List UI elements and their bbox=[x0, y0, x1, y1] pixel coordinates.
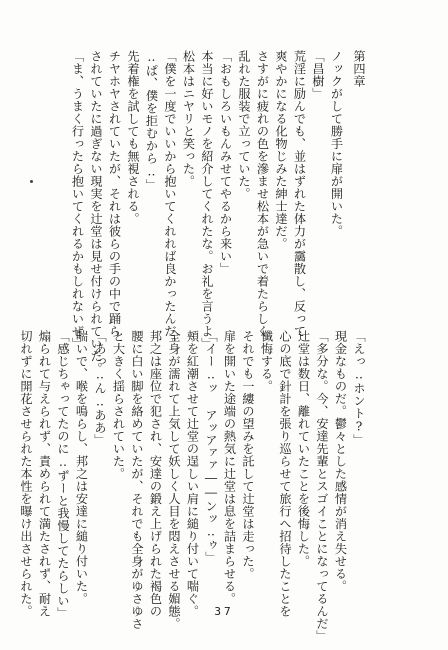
text-line: 切れずに開花させられた本性を曝け出させられた。 bbox=[19, 330, 33, 618]
text-line: 喘いで、喉を鳴らし、邦之は安達に縋り付いた。 bbox=[74, 330, 89, 605]
text-line: 邦之は座位で犯され、安達の鍛え上げられた褐色の bbox=[148, 330, 163, 618]
text-line: 乱れた服装で立っていた。 bbox=[237, 50, 251, 200]
text-line: 「多分な。今、安達先輩とスゴイことになってるんだ」 bbox=[315, 330, 329, 643]
text-line: 「イー‥ッ アッアァァ――ンッ‥ゥ」 bbox=[204, 330, 218, 564]
text-line: 心の底で針計を張り巡らせて旅行へ招待したことを bbox=[278, 330, 292, 618]
text-line: 扉を開いた途端の熱気に辻堂は息を詰まらせる。 bbox=[222, 330, 237, 605]
text-line: 「昌樹」 bbox=[311, 50, 325, 100]
text-line: 腰に白い脚を絡めていたが、それでも全身がゆさゆさ bbox=[130, 330, 144, 630]
text-line: 本当に好いモノを紹介してくれたな。お礼を言うよ」 bbox=[200, 50, 214, 350]
text-line: 辻堂は数日、離れていたことを後悔した。 bbox=[296, 330, 311, 568]
text-line: 「えっ‥ホント?」 bbox=[352, 330, 366, 447]
text-line: 荒淫に励んでも、並はずれた体力が靄散し、反って bbox=[292, 50, 307, 338]
text-line: それでも一縷の望みを託して辻堂は走った。 bbox=[241, 330, 255, 580]
text-line: されていたに過ぎない現実を辻堂は見せ付けられていた。 bbox=[89, 50, 103, 375]
text-line: ノックがして勝手に扉が開いた。 bbox=[329, 50, 344, 238]
page-number: 37 bbox=[214, 605, 234, 618]
text-line: 煽られて与えられず、責められて満たされず、耐え bbox=[37, 330, 52, 618]
text-line: 全身が濡れて上気して妖しく人目を悶えさせる媚態。 bbox=[167, 330, 181, 630]
text-line: と大きく揺らされていた。 bbox=[111, 330, 126, 480]
text-line: 「ま、うまく行ったら抱いてくれるかもしれないぜ」 bbox=[70, 50, 85, 350]
text-line: 頬を紅潮させて辻堂の逞しい肩に縋り付いて喘ぐ。 bbox=[185, 330, 200, 618]
text-line: 先着権を試しても無視される。 bbox=[126, 50, 140, 225]
text-line: 懺悔する。 bbox=[259, 330, 274, 393]
text-line: 「おもしろいもんみせてやるから来い」 bbox=[218, 50, 233, 275]
text-line: 「僕を一度でいいから抱いてくれれば良かったんだ。 bbox=[163, 50, 177, 350]
text-line: 爽やかになる化物じみた紳士達だ。 bbox=[274, 50, 288, 250]
chapter-heading: 第四章 bbox=[352, 50, 366, 88]
scan-speck bbox=[30, 180, 33, 183]
text-line: 松本はニヤリと笑った。 bbox=[181, 50, 196, 188]
text-line: 「感じちゃってたのに‥ずーと我慢してたらしい」 bbox=[56, 330, 70, 620]
text-line: チヤホヤされていたが、それは彼らの手の中で踊ら bbox=[107, 50, 122, 338]
text-line: ‥ぱ、僕を拒むから‥」 bbox=[144, 50, 159, 192]
text-line: さすがに疲れの色を滲ませ松本が急いで着たらしく bbox=[255, 50, 270, 338]
text-line: 「あっ‥ん‥ああ」 bbox=[93, 330, 107, 447]
text-line: 現金なものだ。鬱々とした感情が消え失せる。 bbox=[333, 330, 348, 593]
